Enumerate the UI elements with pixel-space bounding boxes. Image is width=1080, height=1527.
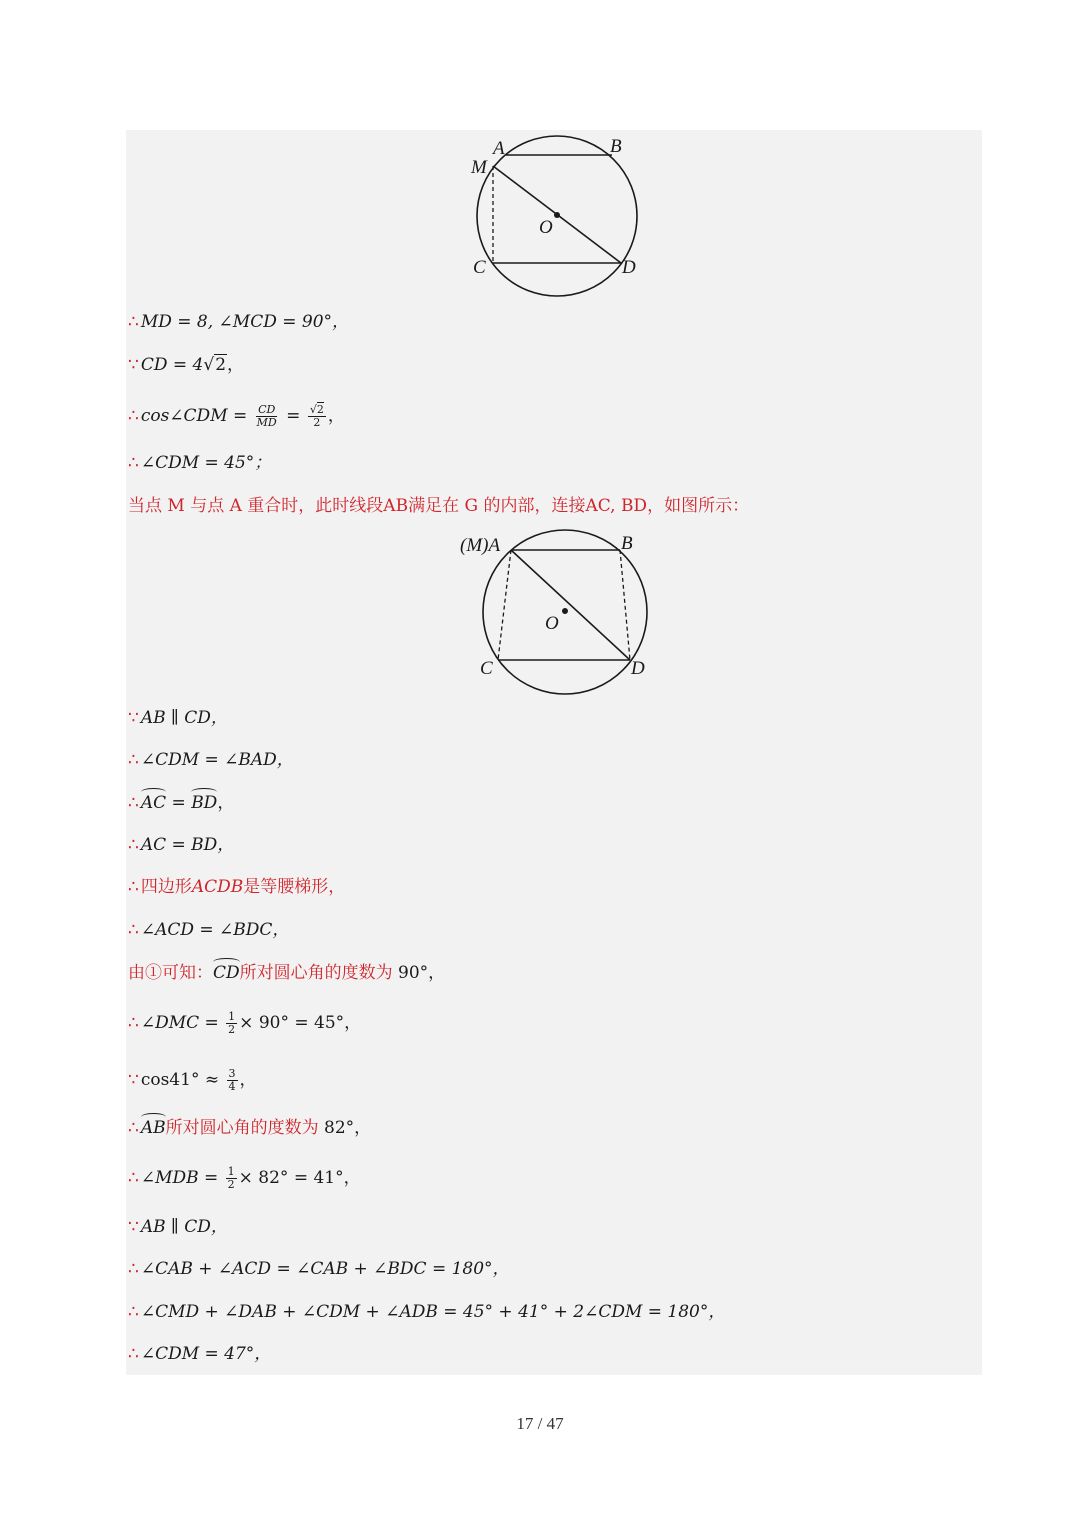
math-text: ∠MDB = [140, 1168, 224, 1188]
therefore-symbol: ∴ [128, 406, 139, 426]
math-text: ∠CDM = ∠BAD， [140, 750, 294, 770]
step-line [128, 877, 345, 897]
denominator: MD [256, 416, 277, 429]
red-text: 是等腰梯形， [243, 877, 346, 897]
figure-1-circle-diagram [460, 128, 660, 303]
numerator: CD [258, 403, 276, 416]
fraction-one-half [226, 1011, 237, 1036]
red-text: 四边形 [140, 877, 192, 897]
therefore-symbol: ∴ [128, 835, 139, 855]
case-statement [128, 496, 749, 516]
red-text: 由①可知： [128, 963, 213, 983]
step-line [128, 312, 349, 332]
step-line [128, 1166, 361, 1191]
numerator: √2 [309, 403, 324, 416]
label-b: B [621, 533, 633, 554]
radicand: 2 [316, 403, 324, 416]
step-line [128, 1344, 271, 1364]
math-text: ∠CDM = 47°， [140, 1344, 272, 1364]
because-symbol: ∵ [128, 1070, 139, 1090]
math-text: AB ∥ CD， [140, 1217, 228, 1237]
because-symbol: ∵ [128, 355, 139, 375]
numerator: 3 [228, 1067, 236, 1080]
label-c: C [480, 658, 493, 679]
label-b: B [610, 136, 622, 157]
label-a: A [493, 138, 505, 159]
step-line [128, 453, 271, 473]
sqrt-expression: √2 [203, 355, 227, 375]
step-line [128, 1068, 257, 1093]
fraction-one-half [226, 1166, 237, 1191]
therefore-symbol: ∴ [128, 1344, 139, 1364]
math-text: ∠CDM = 45°； [140, 453, 272, 473]
punctuation: ， [327, 406, 345, 426]
label-o: O [545, 613, 559, 634]
therefore-symbol: ∴ [128, 453, 139, 473]
therefore-symbol: ∴ [128, 1302, 139, 1322]
therefore-symbol: ∴ [128, 877, 139, 897]
punctuation: ， [227, 355, 245, 375]
numerator: 1 [227, 1165, 235, 1178]
step-line [128, 1011, 361, 1036]
math-text: AC = BD， [140, 835, 235, 855]
fraction-three-quarters [227, 1068, 238, 1093]
math-text: MD = 8, ∠MCD = 90°， [140, 312, 350, 332]
therefore-symbol: ∴ [128, 793, 139, 813]
math-text: ∠ACD = ∠BDC， [140, 920, 290, 940]
math-text: 90°， [392, 963, 446, 983]
denominator: 2 [228, 1023, 236, 1036]
punctuation: ， [217, 793, 235, 813]
step-line [128, 750, 294, 770]
therefore-symbol: ∴ [128, 750, 139, 770]
therefore-symbol: ∴ [128, 1259, 139, 1279]
therefore-symbol: ∴ [128, 1118, 139, 1138]
label-m: M [471, 157, 487, 178]
page-number: 17 / 47 [516, 1414, 564, 1433]
step-line [128, 1302, 725, 1322]
math-text: × 82° = 41°， [238, 1168, 361, 1188]
step-line [128, 920, 289, 940]
punctuation: ， [239, 1070, 257, 1090]
math-text: ACDB [191, 877, 244, 897]
step-line [128, 404, 345, 429]
label-d: D [622, 257, 636, 278]
math-text: 82°， [318, 1118, 372, 1138]
because-symbol: ∵ [128, 708, 139, 728]
math-text: ∠CMD + ∠DAB + ∠CDM + ∠ADB = 45° + 41° + 2∠CDM = 180°， [140, 1302, 726, 1322]
label-d: D [631, 658, 645, 679]
math-text: AB ∥ CD， [140, 708, 228, 728]
math-text: CD = 4 [140, 355, 204, 375]
numerator: 1 [228, 1010, 236, 1023]
math-text: cos∠CDM = [140, 406, 253, 426]
step-line [128, 708, 228, 728]
fraction-sqrt2-2 [308, 404, 326, 429]
therefore-symbol: ∴ [128, 1168, 139, 1188]
radicand: 2 [215, 355, 227, 375]
fraction-cd-md [255, 404, 279, 429]
arc-ac: AC [140, 793, 167, 813]
step-line [128, 793, 234, 813]
figure-2-circle-diagram [455, 528, 665, 698]
step-line [128, 835, 234, 855]
arc-bd: BD [191, 793, 218, 813]
therefore-symbol: ∴ [128, 312, 139, 332]
math-text: × 90° = 45°， [239, 1013, 362, 1033]
equals: = [280, 406, 306, 426]
red-text: 所对圆心角的度数为 [239, 963, 393, 983]
step-line [128, 355, 244, 375]
step-line [128, 1118, 371, 1138]
arc-ab: AB [140, 1118, 166, 1138]
denominator: 2 [313, 416, 321, 429]
label-o: O [539, 217, 553, 238]
step-line [128, 963, 445, 983]
math-text: cos41° ≈ [140, 1070, 225, 1090]
denominator: 4 [228, 1080, 236, 1093]
label-c: C [473, 257, 486, 278]
label-m-a: (M)A [460, 535, 501, 556]
denominator: 2 [227, 1178, 235, 1191]
math-text: ∠CAB + ∠ACD = ∠CAB + ∠BDC = 180°， [140, 1259, 510, 1279]
math-text: ∠DMC = [140, 1013, 225, 1033]
step-line [128, 1259, 510, 1279]
red-text: 当点 M 与点 A 重合时，此时线段AB满足在 G 的内部，连接AC, BD，如图所示： [128, 496, 750, 516]
arc-cd: CD [213, 963, 240, 983]
red-text: 所对圆心角的度数为 [165, 1118, 319, 1138]
equals: = [166, 793, 192, 813]
therefore-symbol: ∴ [128, 920, 139, 940]
step-line [128, 1217, 228, 1237]
therefore-symbol: ∴ [128, 1013, 139, 1033]
because-symbol: ∵ [128, 1217, 139, 1237]
